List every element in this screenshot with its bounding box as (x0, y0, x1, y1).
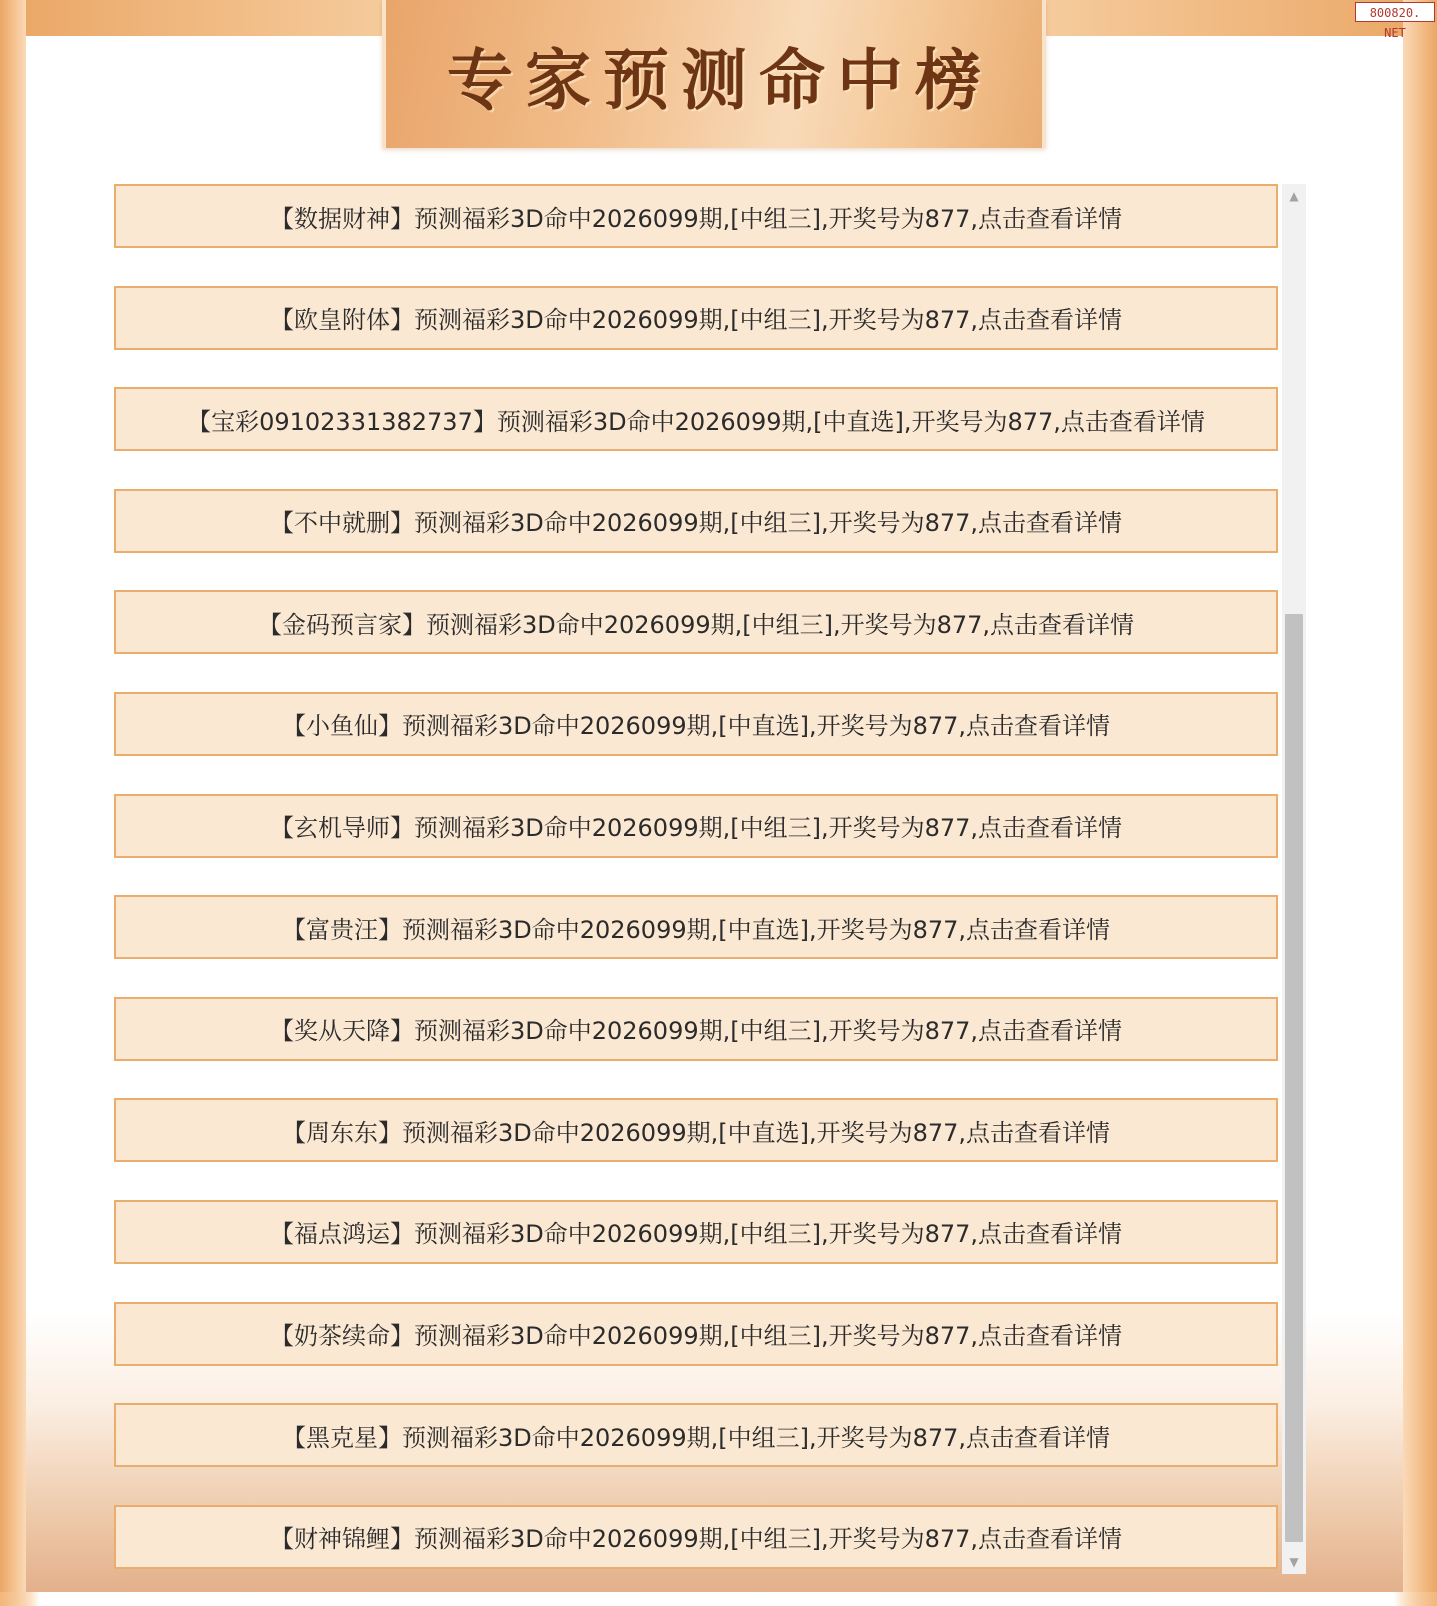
vertical-scrollbar[interactable] (1282, 184, 1306, 1574)
left-border (0, 0, 26, 1592)
list-item[interactable]: 【周东东】预测福彩3D命中2026099期,[中直选],开奖号为877,点击查看详情 (114, 1098, 1278, 1162)
list-item[interactable]: 【数据财神】预测福彩3D命中2026099期,[中组三],开奖号为877,点击查看详情 (114, 184, 1278, 248)
list-item[interactable]: 【欧皇附体】预测福彩3D命中2026099期,[中组三],开奖号为877,点击查看详情 (114, 286, 1278, 350)
list-item[interactable]: 【黑克星】预测福彩3D命中2026099期,[中组三],开奖号为877,点击查看详情 (114, 1403, 1278, 1467)
list-item[interactable]: 【玄机导师】预测福彩3D命中2026099期,[中组三],开奖号为877,点击查看详情 (114, 794, 1278, 858)
list-item[interactable]: 【奖从天降】预测福彩3D命中2026099期,[中组三],开奖号为877,点击查看详情 (114, 997, 1278, 1061)
scroll-up-icon[interactable]: ▲ (1289, 189, 1299, 203)
scrollbar-thumb[interactable] (1285, 614, 1303, 1542)
list-item[interactable]: 【富贵汪】预测福彩3D命中2026099期,[中直选],开奖号为877,点击查看详情 (114, 895, 1278, 959)
watermark-badge: 800820. NET (1355, 2, 1435, 22)
title-banner (382, 0, 1046, 148)
list-item[interactable]: 【福点鸿运】预测福彩3D命中2026099期,[中组三],开奖号为877,点击查看详情 (114, 1200, 1278, 1264)
prediction-list-container[interactable] (114, 184, 1308, 1574)
list-item[interactable]: 【小鱼仙】预测福彩3D命中2026099期,[中直选],开奖号为877,点击查看详情 (114, 692, 1278, 756)
list-item[interactable]: 【金码预言家】预测福彩3D命中2026099期,[中组三],开奖号为877,点击查看详情 (114, 590, 1278, 654)
list-item[interactable]: 【不中就删】预测福彩3D命中2026099期,[中组三],开奖号为877,点击查看详情 (114, 489, 1278, 553)
list-item[interactable]: 【奶茶续命】预测福彩3D命中2026099期,[中组三],开奖号为877,点击查看详情 (114, 1302, 1278, 1366)
right-border (1403, 0, 1437, 1592)
scroll-down-icon[interactable]: ▼ (1289, 1555, 1299, 1569)
list-item[interactable]: 【财神锦鲤】预测福彩3D命中2026099期,[中组三],开奖号为877,点击查看详情 (114, 1505, 1278, 1569)
prediction-list (114, 184, 1278, 1606)
list-item[interactable]: 【宝彩09102331382737】预测福彩3D命中2026099期,[中直选],开奖号为877,点击查看详情 (114, 387, 1278, 451)
page-title: 专家预测命中榜 (447, 41, 993, 119)
